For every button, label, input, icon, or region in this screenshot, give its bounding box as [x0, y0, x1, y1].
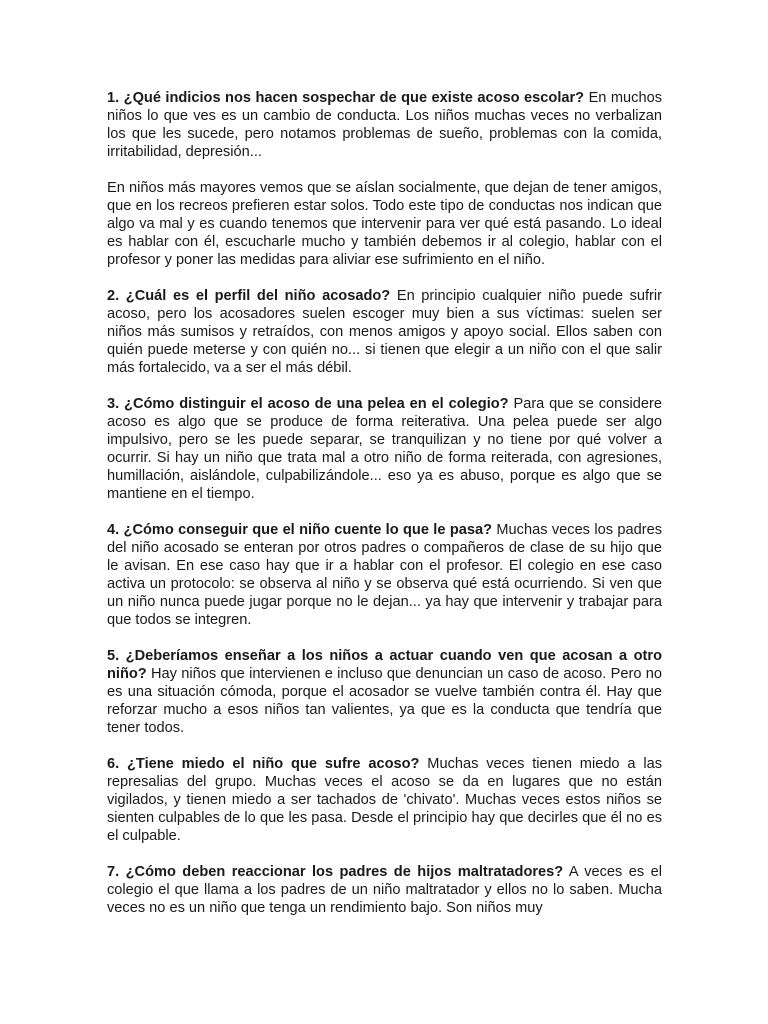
paragraph-3 — [107, 395, 662, 503]
answer-5: Hay niños que intervienen e incluso que denuncian un caso de acoso. Pero no es una situación cómoda, porque el acosador se vuelve también contra él. Hay que reforzar mucho a esos niños tan valientes, ya que es la conducta que tendría que tener todos. — [107, 666, 662, 736]
question-5: 5. ¿Deberíamos enseñar a los niños a actuar cuando ven que acosan a otro niño? — [107, 648, 662, 682]
paragraph-4 — [107, 521, 662, 629]
question-2: 2. ¿Cuál es el perfil del niño acosado? — [107, 288, 391, 304]
paragraph-7 — [107, 863, 662, 917]
answer-7: A veces es el colegio el que llama a los padres de un niño maltratador y ellos no lo saben. Mucha veces no es un niño que tenga un rendimiento bajo. Son niños muy — [107, 864, 662, 916]
question-1: 1. ¿Qué indicios nos hacen sospechar de que existe acoso escolar? — [107, 90, 585, 106]
paragraph-5 — [107, 647, 662, 737]
answer-6: Muchas veces tienen miedo a las represalias del grupo. Muchas veces el acoso se da en lugares que no están vigilados, y tienen miedo a ser tachados de 'chivato'. Muchas veces estos niños se sienten culpables de lo que les pasa. Desde el principio hay que decirles que él no es el culpable. — [107, 756, 662, 844]
question-6: 6. ¿Tiene miedo el niño que sufre acoso? — [107, 756, 420, 772]
paragraph-1 — [107, 89, 662, 161]
paragraph-6 — [107, 755, 662, 845]
answer-2: En principio cualquier niño puede sufrir acoso, pero los acosadores suelen escoger muy bien a sus víctimas: suelen ser niños más sumisos y retraídos, con menos amigos y apoyo social. Ellos saben con quién puede meterse y con quién no... si tienen que elegir a un niño con el que salir más fortalecido, va a ser el más débil. — [107, 288, 662, 376]
answer-3: Para que se considere acoso es algo que se produce de forma reiterativa. Una pelea puede ser algo impulsivo, pero se les puede separar, se tranquilizan y no tiene por qué volver a ocurrir. Si hay un niño que trata mal a otro niño de forma reiterada, con agresiones, humillación, aislándole, culpabilizándole... eso ya es abuso, porque es algo que se mantiene en el tiempo. — [107, 396, 662, 502]
answer-4: Muchas veces los padres del niño acosado se enteran por otros padres o compañeros de clase de su hijo que le avisan. En ese caso hay que ir a hablar con el profesor. El colegio en ese caso activa un protocolo: se observa al niño y se observa qué está ocurriendo. Si ven que un niño nunca puede jugar porque no le dejan... ya hay que intervenir y trabajar para que todos se integren. — [107, 522, 662, 628]
document-page — [107, 89, 662, 935]
paragraph-2 — [107, 287, 662, 377]
paragraph-1b — [107, 179, 662, 269]
question-3: 3. ¿Cómo distinguir el acoso de una pelea en el colegio? — [107, 396, 509, 412]
question-4: 4. ¿Cómo conseguir que el niño cuente lo que le pasa? — [107, 522, 493, 538]
question-7: 7. ¿Cómo deben reaccionar los padres de hijos maltratadores? — [107, 864, 564, 880]
answer-1b: En niños más mayores vemos que se aíslan socialmente, que dejan de tener amigos, que en los recreos prefieren estar solos. Todo este tipo de conductas nos indican que algo va mal y es cuando tenemos que intervenir para ver qué está pasando. Lo ideal es hablar con él, escucharle mucho y también debemos ir al colegio, hablar con el profesor y poner las medidas para aliviar ese sufrimiento en el niño. — [107, 180, 662, 268]
answer-1: En muchos niños lo que ves es un cambio de conducta. Los niños muchas veces no verbalizan los que les sucede, pero notamos problemas de sueño, problemas con la comida, irritabilidad, depresión... — [107, 90, 663, 160]
